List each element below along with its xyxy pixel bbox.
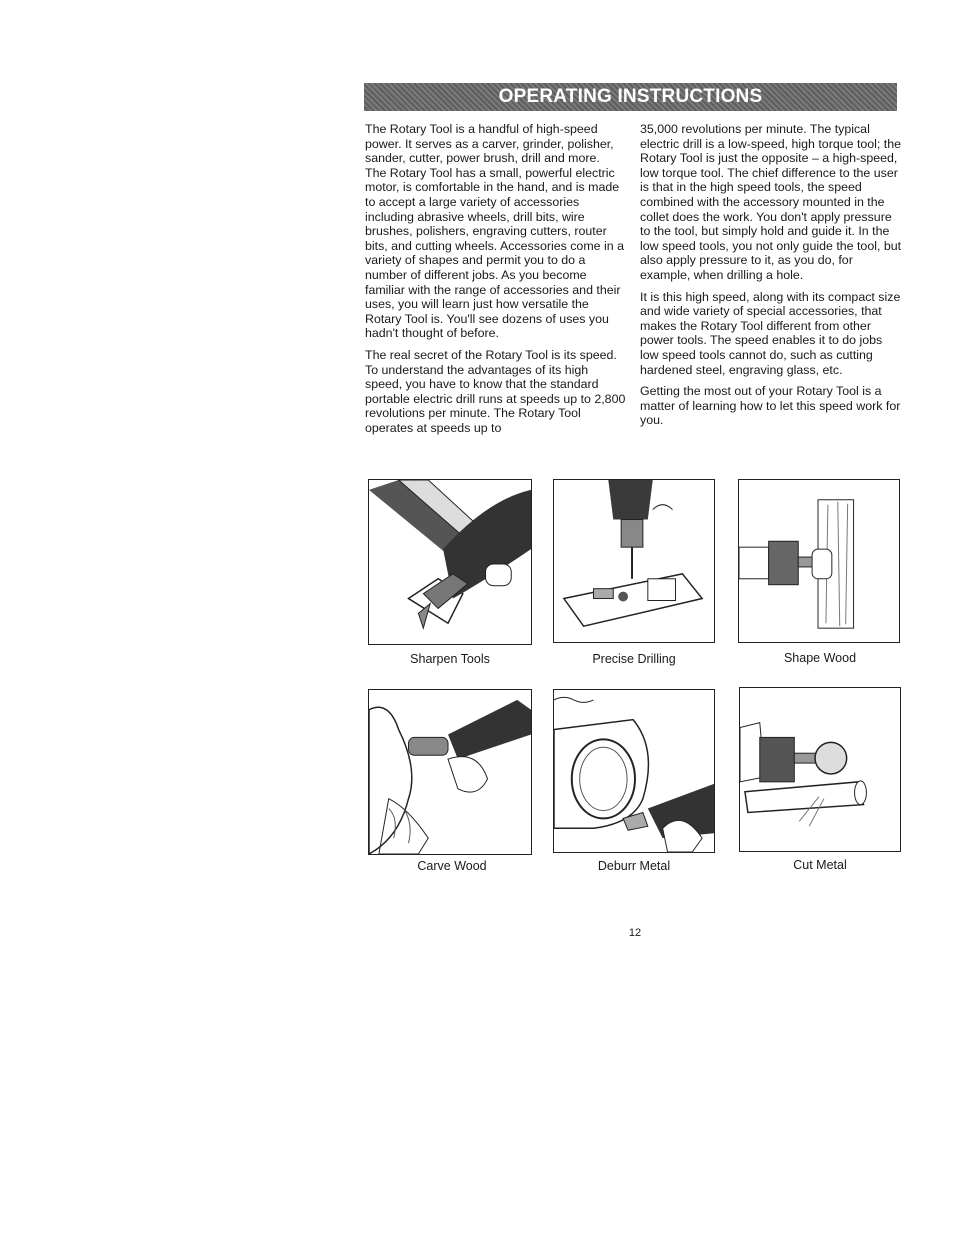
figure-caption: Precise Drilling (592, 652, 676, 666)
shape-wood-illustration (738, 479, 900, 643)
paragraph: Getting the most out of your Rotary Tool is a matter of learning how to let this speed work for you. (640, 384, 901, 428)
deburr-metal-illustration (553, 689, 715, 853)
sharpen-tools-illustration (368, 479, 532, 645)
section-header-banner (364, 83, 897, 111)
figure-caption: Deburr Metal (597, 859, 671, 873)
carve-wood-illustration (368, 689, 532, 855)
figure-caption: Cut Metal (793, 858, 847, 872)
paragraph: The real secret of the Rotary Tool is its speed. To understand the advantages of its high speed, you have to know that the standard portable electric drill runs at speeds up to 2,800 revolutions per minute. The Rotary Tool operates at speeds up to (365, 347, 626, 435)
precise-drilling-illustration (553, 479, 715, 643)
paragraph: The Rotary Tool is a handful of high-speed power. It serves as a carver, grinder, polisher, sander, cutter, power brush, drill and more. (365, 122, 614, 166)
left-text-column (365, 122, 627, 442)
cut-metal-illustration (739, 687, 901, 852)
figure-caption: Carve Wood (417, 859, 487, 873)
page-number: 12 (628, 927, 642, 939)
right-text-column (640, 122, 902, 435)
figure-caption: Shape Wood (783, 651, 857, 665)
paragraph: 35,000 revolutions per minute. The typical electric drill is a low-speed, high torque tool; the Rotary Tool is just the opposite – a high-speed, low torque tool. The chief difference to the user is that in the high speed tools, the speed combined with the accessory mounted in the collet does the work. You don't apply pressure to the tool, but simply hold and guide it. In the low speed tools, you not only guide the tool, but also apply pressure to it, as you do, for example, when drilling a hole. (640, 122, 902, 282)
section-title: OPERATING INSTRUCTIONS (498, 86, 763, 107)
figure-caption: Sharpen Tools (410, 652, 490, 666)
paragraph: It is this high speed, along with its compact size and wide variety of special accessories, that makes the Rotary Tool different from other power tools. The speed enables it to do jobs low speed tools cannot do, such as cutting hardened steel, engraving glass, etc. (640, 289, 901, 377)
paragraph: The Rotary Tool has a small, powerful electric motor, is comfortable in the hand, and is made to accept a large variety of accessories including abrasive wheels, drill bits, wire brushes, polishers, engraving cutters, router bits, and cutting wheels. Accessories come in a variety of shapes and permit you to do a number of different jobs. As you become familiar with the range of accessories and their uses, you will learn just how versatile the Rotary Tool is. You'll see dozens of uses you hadn't thought of before. (365, 165, 624, 341)
